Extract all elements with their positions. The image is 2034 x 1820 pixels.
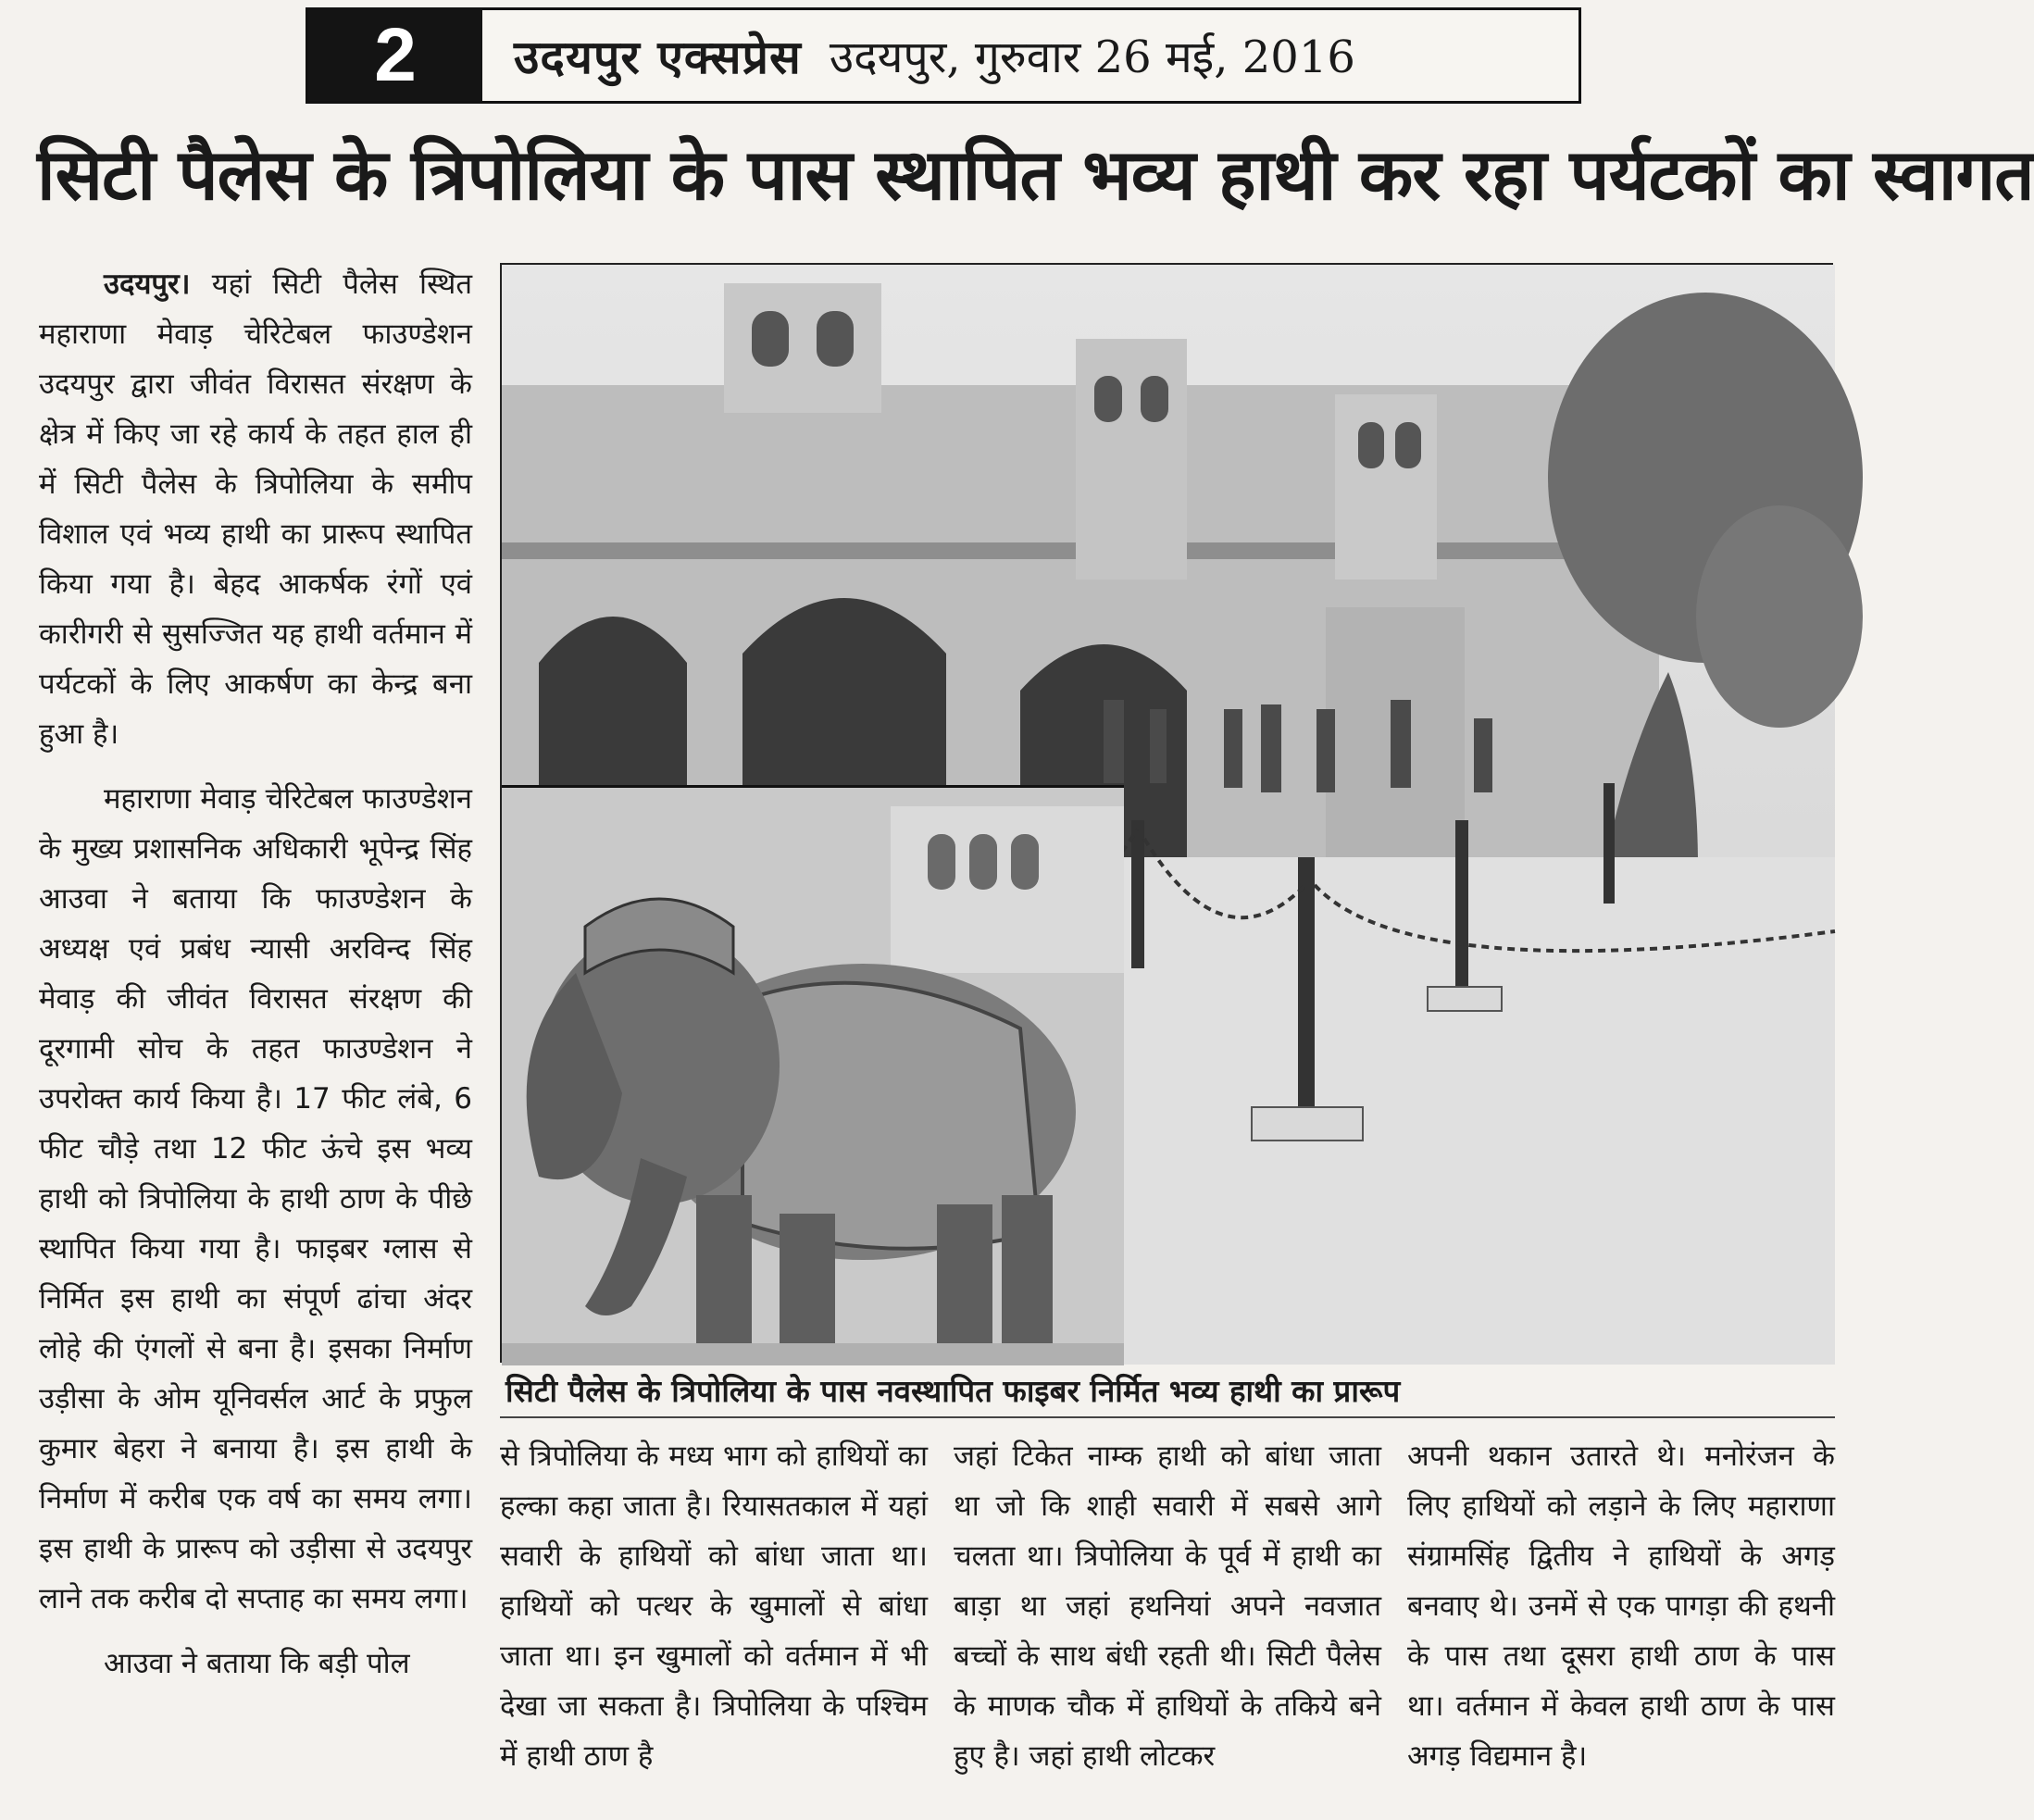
inset-photo-elephant (502, 785, 1124, 1363)
photo-caption: सिटी पैलेस के त्रिपोलिया के पास नवस्थापित फाइबर निर्मित भव्य हाथी का प्रारूप (505, 1373, 1401, 1409)
article-bottom-column-1 (500, 1431, 928, 1783)
article-paragraph-2: महाराणा मेवाड़ चेरिटेबल फाउण्डेशन के मुख्य प्रशासनिक अधिकारी भूपेन्द्र सिंह आउवा ने बताया कि फाउण्डेशन के अध्यक्ष एवं प्रबंध न्यासी अरविन्द सिंह मेवाड़ की जीवंत विरासत संरक्षण की दूरगामी सोच के तहत फाउण्डेशन ने उपरोक्त कार्य किया है। 17 फीट लंबे, 6 फीट चौड़े तथा 12 फीट ऊंचे इस भव्य हाथी को त्रिपोलिया के हाथी ठाण के पीछे स्थापित किया गया है। फाइबर ग्लास से निर्मित इस हाथी का संपूर्ण ढांचा अंदर लोहे की एंगलों से बना है। इसका निर्माण उड़ीसा के ओम यूनिवर्सल आर्ट के प्रफुल कुमार बेहरा ने बनाया है। इस हाथी के निर्माण में करीब एक वर्ष का समय लगा। इस हाथी के प्रारूप को उड़ीसा से उदयपुर लाने तक करीब दो सप्ताह का समय लगा। (39, 782, 472, 1615)
bottom-column-3-text: अपनी थकान उतारते थे। मनोरंजन के लिए हाथियों को लड़ाने के लिए महाराणा संग्रामसिंह द्वितीय ने हाथियों के अगड़ बनवाए थे। उनमें से एक पागड़ा की हथनी के पास तथा दूसरा हाथी ठाण के पास था। वर्तमान में केवल हाथी ठाण के पास अगड़ विद्यमान है। (1407, 1440, 1835, 1773)
article-paragraph-3: आउवा ने बताया कि बड़ी पोल (104, 1647, 410, 1680)
masthead (306, 7, 1581, 104)
headline: सिटी पैलेस के त्रिपोलिया के पास स्थापित भव्य हाथी कर रहा पर्यटकों का स्वागत (37, 133, 2034, 216)
bottom-column-2-text: जहां टिकेत नाम्क हाथी को बांधा जाता था जो कि शाही सवारी में सबसे आगे चलता था। त्रिपोलिया के पूर्व में हाथी का बाड़ा था जहां हथनियां अपने नवजात बच्चों के साथ बंधी रहती थी। सिटी पैलेस के माणक चौक में हाथियों के तकिये बने हुए है। जहां हाथी लोटकर (954, 1440, 1381, 1773)
article-left-column (39, 259, 472, 1805)
bottom-column-1-text: से त्रिपोलिया के मध्य भाग को हाथियों का हल्का कहा जाता है। रियासतकाल में यहां सवारी के हाथियों को बांधा जाता था। हाथियों को पत्थर के खुमालों से बांधा जाता था। इन खुमालों को वर्तमान में भी देखा जा सकता है। त्रिपोलिया के पश्चिम में हाथी ठाण है (500, 1440, 928, 1773)
photo-city-palace-elephant (500, 263, 1833, 1363)
paragraph-1-text: यहां सिटी पैलेस स्थित महाराणा मेवाड़ चेरिटेबल फाउण्डेशन उदयपुर द्वारा जीवंत विरासत संरक्षण के क्षेत्र में किए जा रहे कार्य के तहत हाल ही में सिटी पैलेस के त्रिपोलिया के समीप विशाल एवं भव्य हाथी का प्रारूप स्थापित किया गया है। बेहद आकर्षक रंगों एवं कारीगरी से सुसज्जित यह हाथी वर्तमान में पर्यटकों के लिए आकर्षण का केन्द्र बना हुआ है। (39, 268, 473, 751)
issue-dateline: उदयपुर, गुरुवार 26 मई, 2016 (829, 31, 1355, 83)
page-number: 2 (308, 10, 482, 101)
article-bottom-column-3 (1407, 1431, 1835, 1783)
newspaper-name: उदयपुर एक्सप्रेस (514, 31, 802, 84)
article-bottom-column-2 (954, 1431, 1381, 1783)
article-paragraph-1 (39, 259, 472, 759)
article-dateline: उदयपुर। (104, 268, 191, 301)
caption-divider (500, 1416, 1835, 1418)
elephant-illustration (502, 788, 1124, 1365)
